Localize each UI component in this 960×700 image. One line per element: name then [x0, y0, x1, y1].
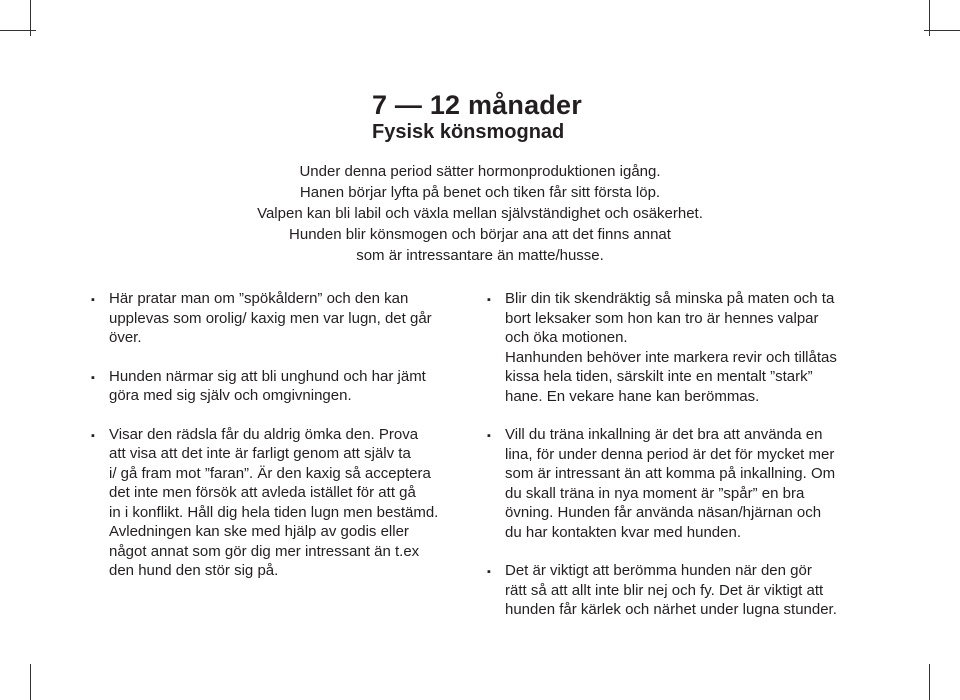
bullet-text: upplevas som orolig/ kaxig men var lugn, det går [109, 309, 432, 327]
bullet-text: du har kontakten kvar med hunden. [505, 523, 741, 541]
bullet-text: bort leksaker som hon kan tro är hennes valpar [505, 309, 819, 327]
bullet-icon: ▪ [487, 566, 491, 578]
bullet-text: över. [109, 329, 142, 346]
crop-mark-bottom-right [929, 664, 930, 700]
intro-line: Valpen kan bli labil och växla mellan självständighet och osäkerhet. [257, 205, 703, 222]
page-title: 7 — 12 månader [372, 90, 582, 120]
bullet-text: in i konflikt. Håll dig hela tiden lugn men bestämd. [109, 503, 439, 521]
bullet-item [91, 289, 466, 348]
bullet-text: lina, för under denna period är det för mycket mer [505, 445, 835, 463]
bullet-item [487, 425, 877, 542]
bullet-text: kissa hela tiden, särskilt inte en mentalt ”stark” [505, 368, 813, 385]
intro-paragraph [0, 161, 960, 266]
bullet-item [91, 425, 466, 581]
page-heading [372, 88, 582, 144]
bullet-text: att visa att det inte är farligt genom att själv ta [109, 445, 411, 462]
bullet-icon: ▪ [91, 429, 95, 442]
bullet-text: hane. En vekare hane kan berömmas. [505, 387, 760, 405]
bullet-text: göra med sig själv och omgivningen. [109, 387, 352, 404]
bullet-icon: ▪ [91, 294, 95, 306]
bullet-icon: ▪ [91, 371, 95, 384]
bullet-text: hunden får kärlek och närhet under lugna stunder. [505, 601, 837, 618]
bullet-text: Hanhunden behöver inte markera revir och tillåtas [505, 348, 837, 366]
bullet-text: det inte men försök att avleda istället för att gå [109, 484, 416, 501]
bullet-text: rätt så att allt inte blir nej och fy. Det är viktigt att [505, 581, 824, 599]
bullet-text: som är intressant än att komma på inkallning. Om [505, 465, 836, 482]
bullet-icon: ▪ [487, 294, 491, 306]
left-column [91, 289, 466, 600]
bullet-text: du skall träna in nya moment är ”spår” en bra [505, 484, 805, 502]
bullet-text: Avledningen kan ske med hjälp av godis eller [109, 523, 409, 540]
intro-line: Under denna period sätter hormonproduktionen igång. [299, 163, 661, 180]
intro-line: Hunden blir könsmogen och börjar ana att det finns annat [289, 226, 671, 243]
bullet-text: Visar den rädsla får du aldrig ömka den. Prova [109, 425, 419, 443]
page-subtitle: Fysisk könsmognad [372, 121, 565, 143]
bullet-icon: ▪ [487, 430, 491, 442]
intro-line: som är intressantare än matte/husse. [356, 247, 604, 264]
bullet-text: Här pratar man om ”spökåldern” och den kan [109, 290, 409, 307]
crop-mark-left-top [0, 30, 36, 31]
right-column [487, 289, 877, 639]
bullet-text: övning. Hunden får använda näsan/hjärnan och [505, 504, 822, 521]
bullet-text: Hunden närmar sig att bli unghund och har jämt [109, 367, 426, 385]
bullet-text: Det är viktigt att berömma hunden när den gör [505, 562, 812, 579]
bullet-text: Blir din tik skendräktig så minska på maten och ta [505, 290, 835, 307]
bullet-item [487, 289, 877, 406]
crop-mark-right-top [924, 30, 960, 31]
intro-line: Hanen börjar lyfta på benet och tiken får sitt första löp. [299, 184, 661, 201]
bullet-item [487, 561, 877, 620]
bullet-text: den hund den stör sig på. [109, 562, 279, 579]
bullet-text: Vill du träna inkallning är det bra att använda en [505, 426, 823, 443]
bullet-item [91, 367, 466, 406]
bullet-text: något annat som gör dig mer intressant än t.ex [109, 542, 420, 560]
bullet-text: i/ gå fram mot ”faran”. Är den kaxig så acceptera [109, 464, 431, 482]
bullet-text: och öka motionen. [505, 329, 628, 346]
crop-mark-bottom-left [30, 664, 31, 700]
